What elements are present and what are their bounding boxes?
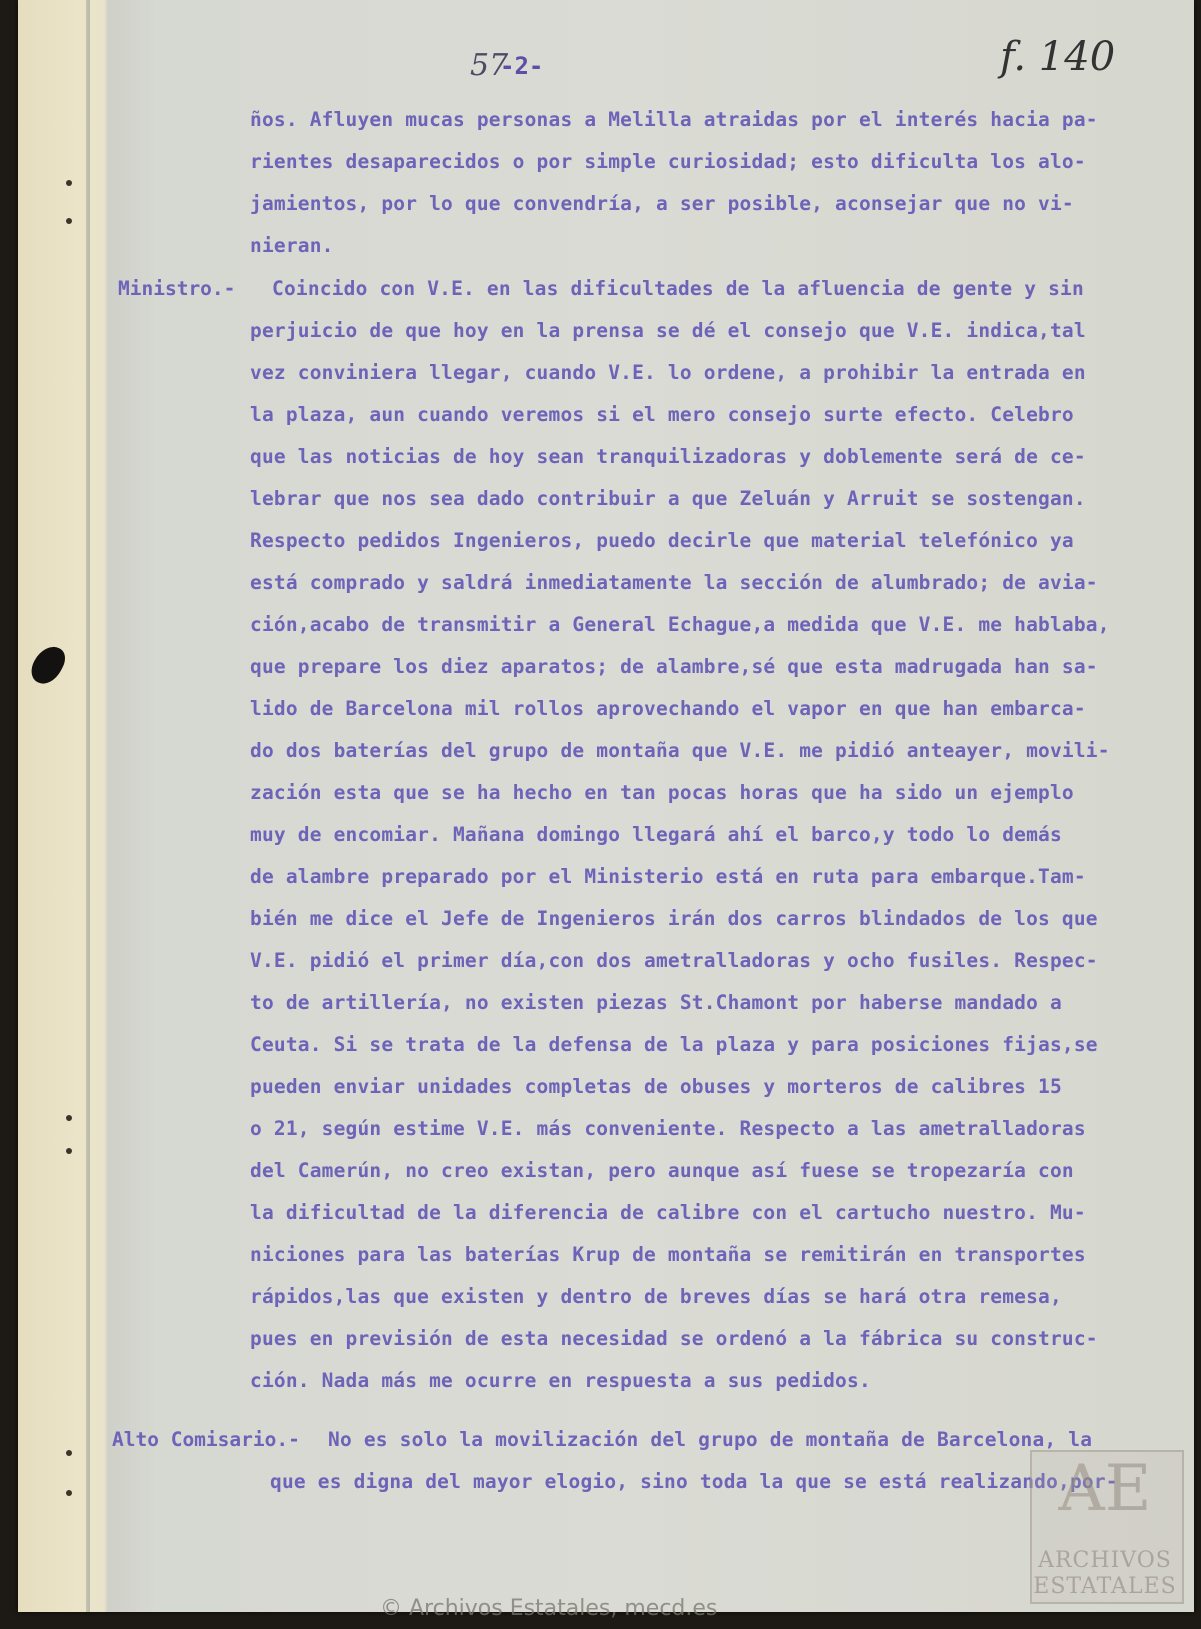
binding-hole (66, 218, 72, 224)
text-line: lido de Barcelona mil rollos aprovechando el vapor en que han embarca- (250, 697, 1086, 720)
binding-hole (66, 1148, 72, 1154)
text-line: niciones para las baterías Krup de montaña se remitirán en transportes (250, 1243, 1086, 1266)
text-line: Coincido con V.E. en las dificultades de la afluencia de gente y sin (272, 277, 1084, 300)
text-line: rientes desaparecidos o por simple curiosidad; esto dificulta los alo- (250, 150, 1086, 173)
text-line: do dos baterías del grupo de montaña que V.E. me pidió anteayer, movili- (250, 739, 1110, 762)
binding-strip-edge (86, 0, 90, 1612)
watermark-text: ARCHIVOS (1038, 1548, 1172, 1573)
watermark-text: ESTATALES (1033, 1574, 1177, 1599)
text-line: que prepare los diez aparatos; de alambre,sé que esta madrugada han sa- (250, 655, 1098, 678)
copyright-notice: © Archivos Estatales, mecd.es (380, 1596, 718, 1621)
text-line: la plaza, aun cuando veremos si el mero consejo surte efecto. Celebro (250, 403, 1074, 426)
handwritten-number: 57 (470, 48, 509, 83)
binding-hole (66, 1490, 72, 1496)
text-line: zación esta que se ha hecho en tan pocas horas que ha sido un ejemplo (250, 781, 1074, 804)
speaker-label-alto-comisario: Alto Comisario.- (112, 1428, 300, 1451)
text-line: nieran. (250, 234, 334, 257)
text-line: ción. Nada más me ocurre en respuesta a sus pedidos. (250, 1369, 871, 1392)
binding-hole (66, 1115, 72, 1121)
text-line: pueden enviar unidades completas de obuses y morteros de calibres 15 (250, 1075, 1062, 1098)
text-line: muy de encomiar. Mañana domingo llegará ahí el barco,y todo lo demás (250, 823, 1062, 846)
text-line: Respecto pedidos Ingenieros, puedo decirle que material telefónico ya (250, 529, 1074, 552)
text-line: perjuicio de que hoy en la prensa se dé el consejo que V.E. indica,tal (250, 319, 1086, 342)
text-line: bién me dice el Jefe de Ingenieros irán dos carros blindados de los que (250, 907, 1098, 930)
text-line: del Camerún, no creo existan, pero aunque así fuese se tropezaría con (250, 1159, 1074, 1182)
text-line: pues en previsión de esta necesidad se ordenó a la fábrica su construc- (250, 1327, 1098, 1350)
binding-hole (66, 1450, 72, 1456)
text-line: o 21, según estime V.E. más conveniente. Respecto a las ametralladoras (250, 1117, 1086, 1140)
text-line: jamientos, por lo que convendría, a ser posible, aconsejar que no vi- (250, 192, 1074, 215)
text-line: la dificultad de la diferencia de calibre con el cartucho nuestro. Mu- (250, 1201, 1086, 1224)
text-line: que es digna del mayor elogio, sino toda la que se está realizando,por- (270, 1470, 1118, 1493)
text-line: Ceuta. Si se trata de la defensa de la plaza y para posiciones fijas,se (250, 1033, 1098, 1056)
text-line: de alambre preparado por el Ministerio está en ruta para embarque.Tam- (250, 865, 1086, 888)
text-line: que las noticias de hoy sean tranquilizadoras y doblemente será de ce- (250, 445, 1086, 468)
text-line: está comprado y saldrá inmediatamente la sección de alumbrado; de avia- (250, 571, 1098, 594)
binding-hole (66, 180, 72, 186)
text-line: ños. Afluyen mucas personas a Melilla atraidas por el interés hacia pa- (250, 108, 1098, 131)
text-line: to de artillería, no existen piezas St.Chamont por haberse mandado a (250, 991, 1062, 1014)
folio-number: f. 140 (1000, 34, 1116, 80)
text-line: lebrar que nos sea dado contribuir a que Zeluán y Arruit se sostengan. (250, 487, 1086, 510)
text-line: V.E. pidió el primer día,con dos ametralladoras y ocho fusiles. Respec- (250, 949, 1098, 972)
text-line: No es solo la movilización del grupo de montaña de Barcelona, la (328, 1428, 1093, 1451)
archive-logo: AE (1058, 1452, 1152, 1526)
page-number: -2- (500, 52, 544, 80)
speaker-label-ministro: Ministro.- (118, 277, 236, 300)
text-line: vez conviniera llegar, cuando V.E. lo ordene, a prohibir la entrada en (250, 361, 1086, 384)
text-line: rápidos,las que existen y dentro de breves días se hará otra remesa, (250, 1285, 1062, 1308)
text-line: ción,acabo de transmitir a General Echague,a medida que V.E. me hablaba, (250, 613, 1110, 636)
